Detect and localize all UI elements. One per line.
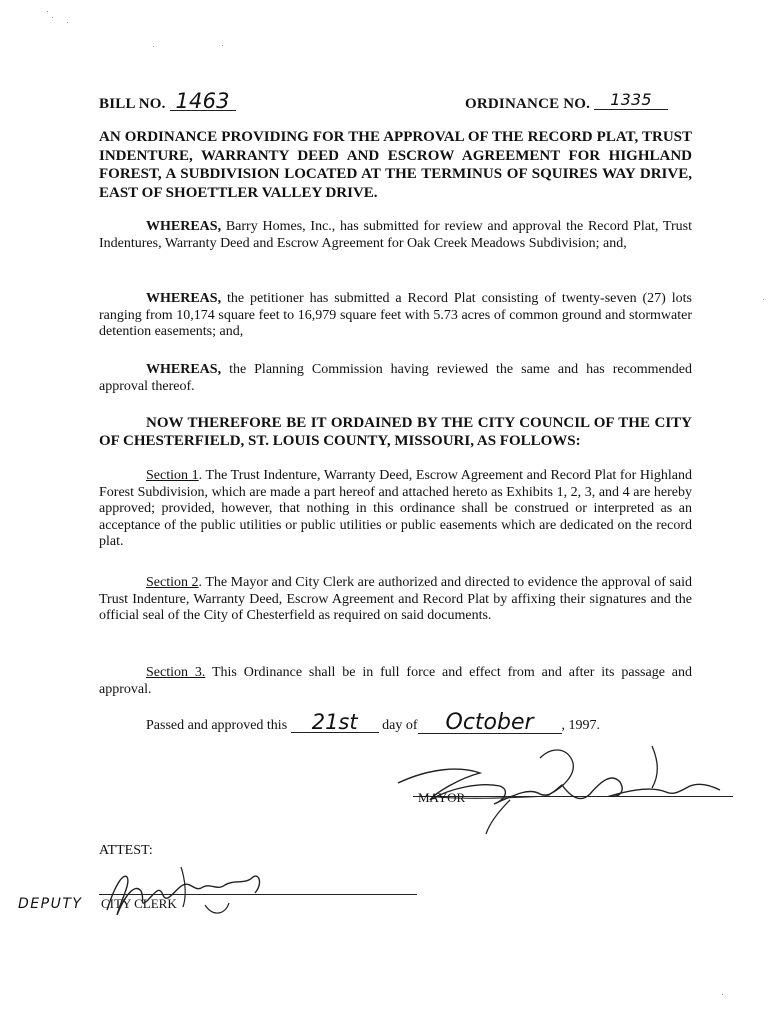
section-text: This Ordinance shall be in full force and effect from and after its passage and approval. <box>99 665 692 697</box>
scan-speck <box>722 994 723 995</box>
scan-speck <box>153 46 154 47</box>
passed-day-of: day of <box>382 718 418 733</box>
whereas-text: Barry Homes, Inc., has submitted for review and approval the Record Plat, Trust Indentures, Warranty Deed and Escrow Agreement for Oak Creek Meadows Subdivision; and, <box>99 219 692 251</box>
passed-year: , 1997. <box>561 718 601 733</box>
passed-day-field <box>291 712 379 733</box>
clerk-signature <box>95 855 275 925</box>
section-label: Section 1 <box>146 468 199 483</box>
ordinance-label: ORDINANCE NO. <box>465 96 591 112</box>
scan-speck <box>47 11 48 12</box>
scan-speck <box>763 299 764 300</box>
section-text: . The Mayor and City Clerk are authorized and directed to evidence the approval of said Trust Indenture, Warranty Deed, Escrow Agreement and Record Plat by affixing their signatures and the official seal of the City of Chesterfield as required on said documents. <box>99 575 692 623</box>
ordinance-number: 1335 <box>610 90 652 109</box>
ordinance-number-field <box>594 92 668 110</box>
passed-approved-line <box>146 712 600 734</box>
passed-month-field <box>418 712 562 734</box>
scan-speck <box>52 17 53 18</box>
clerk-label: CITY CLERK <box>101 896 177 911</box>
section-label: Section 3. <box>146 665 206 680</box>
passed-day: 21st <box>311 710 358 734</box>
bill-number-field <box>170 89 236 113</box>
ordained-clause: NOW THEREFORE BE IT ORDAINED BY THE CITY COUNCIL OF THE CITY OF CHESTERFIELD, ST. LOUIS COUNTY, MISSOURI, AS FOLLOWS: <box>99 415 692 449</box>
whereas-label: WHEREAS, <box>146 291 222 306</box>
ordinance-title: AN ORDINANCE PROVIDING FOR THE APPROVAL OF THE RECORD PLAT, TRUST INDENTURE, WARRANTY DEED AND ESCROW AGREEMENT FOR HIGHLAND FOREST, A SUBDIVISION LOCATED AT THE TERMINUS OF SQUIRES WAY DRIVE, EAST OF SHOETTLER VALLEY DRIVE. <box>99 129 692 201</box>
section-2 <box>99 575 692 625</box>
passed-month: October <box>445 710 534 735</box>
deputy-handwritten-note: DEPUTY <box>18 896 83 912</box>
mayor-label: MAYOR <box>418 790 466 805</box>
whereas-paragraph-1 <box>99 219 692 252</box>
section-text: . The Trust Indenture, Warranty Deed, Escrow Agreement and Record Plat for Highland Forest Subdivision, which are made a part hereof and attached hereto as Exhibits 1, 2, 3, and 4 are hereby approved; provided, however, that nothing in this ordinance shall be construed or interpreted as an acceptance of the public utilities or public utilities or public easements which are dedicated on the record plat. <box>99 468 692 549</box>
scan-speck <box>67 22 68 23</box>
bill-label: BILL NO. <box>99 96 166 112</box>
whereas-label: WHEREAS, <box>146 219 222 234</box>
whereas-paragraph-2 <box>99 291 692 341</box>
mayor-signature <box>390 738 730 838</box>
whereas-label: WHEREAS, <box>146 362 222 377</box>
passed-prefix: Passed and approved this <box>146 718 288 733</box>
whereas-paragraph-3 <box>99 362 692 395</box>
section-label: Section 2 <box>146 575 199 590</box>
bill-number-line <box>99 89 236 113</box>
attest-label: ATTEST: <box>99 843 153 858</box>
section-3 <box>99 665 692 698</box>
whereas-text: the Planning Commission having reviewed the same and has recommended approval thereof. <box>99 362 693 394</box>
scan-speck <box>222 45 223 46</box>
bill-number: 1463 <box>175 89 230 113</box>
ordinance-number-line <box>465 92 668 113</box>
whereas-text: the petitioner has submitted a Record Plat consisting of twenty-seven (27) lots ranging from 10,174 square feet to 16,979 square feet with 5.73 acres of common ground and stormwater detention easements; and, <box>99 291 692 339</box>
section-1 <box>99 468 692 551</box>
